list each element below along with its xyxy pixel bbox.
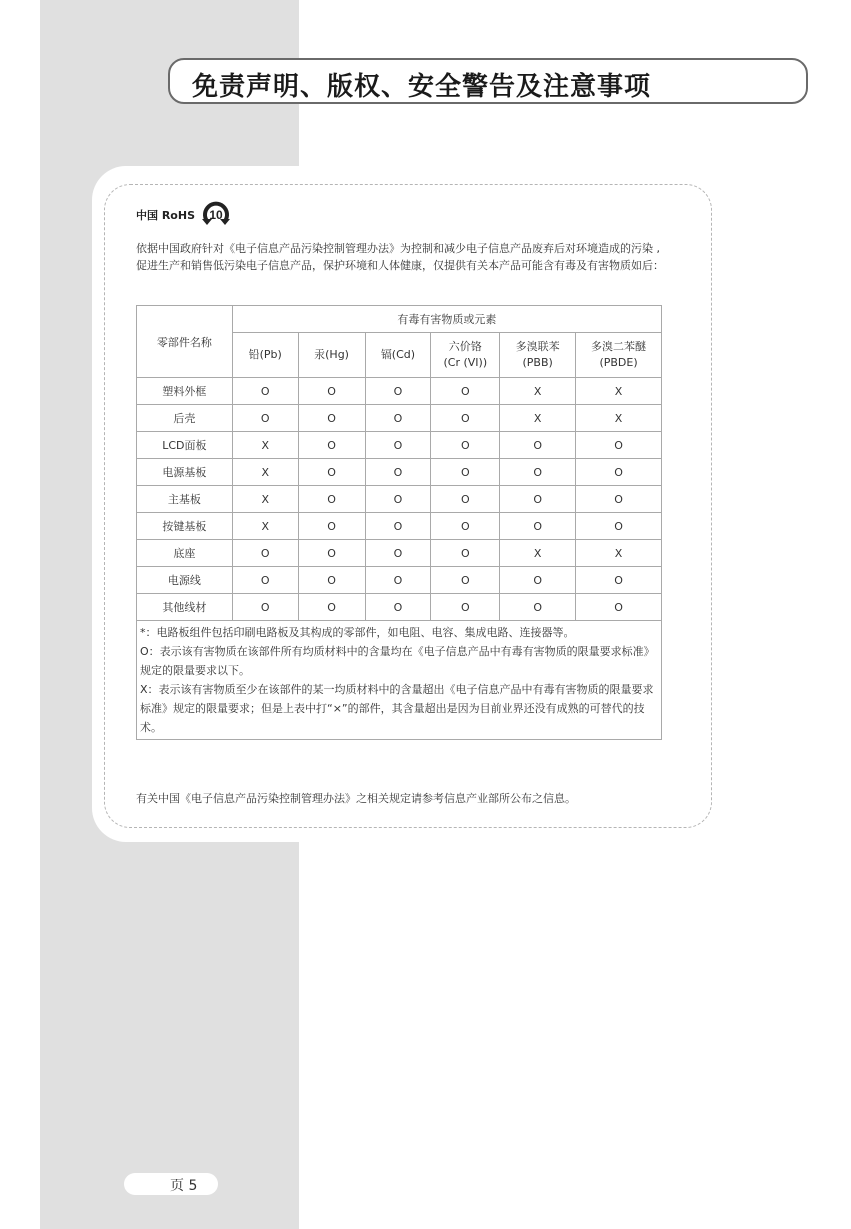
substance-value-cell: O	[431, 594, 500, 621]
substance-value-cell: O	[576, 432, 662, 459]
substance-symbol: (PBB)	[522, 356, 553, 369]
substance-value-cell: O	[576, 486, 662, 513]
substance-value-cell: O	[500, 567, 576, 594]
notes-row	[137, 621, 662, 740]
substance-value-cell: O	[298, 459, 365, 486]
table-row	[137, 540, 662, 567]
rohs-heading	[136, 200, 233, 230]
substance-symbol: (Cr (VI))	[443, 356, 488, 369]
substance-value-cell: O	[431, 459, 500, 486]
substance-value-cell: O	[232, 405, 298, 432]
part-name-cell: 其他线材	[137, 594, 233, 621]
substance-value-cell: O	[365, 459, 431, 486]
part-name-cell: 主基板	[137, 486, 233, 513]
substance-name: 镉(Cd)	[380, 348, 416, 361]
substance-value-cell: O	[431, 540, 500, 567]
rohs-intro: 依据中国政府针对《电子信息产品污染控制管理办法》为控制和减少电子信息产品废弃后对环境造成的污染 ,促进生产和销售低污染电子信息产品，保护环境和人体健康，仅提供有关本产品可能含有毒及有害物质如后：	[136, 242, 664, 272]
substance-value-cell: X	[500, 378, 576, 405]
substance-value-cell: O	[576, 513, 662, 540]
substance-value-cell: O	[365, 513, 431, 540]
substance-value-cell: O	[431, 486, 500, 513]
table-note: *：电路板组件包括印刷电路板及其构成的零部件，如电阻、电容、集成电路、连接器等。	[140, 626, 575, 639]
table-row	[137, 567, 662, 594]
substance-value-cell: O	[232, 594, 298, 621]
substance-value-cell: O	[431, 432, 500, 459]
substance-column-header	[500, 333, 576, 378]
substance-value-cell: X	[500, 540, 576, 567]
substance-column-header	[431, 333, 500, 378]
table-note: X：表示该有害物质至少在该部件的某一均质材料中的含量超出《电子信息产品中有毒有害物质的限量要求标准》规定的限量要求；但是上表中打“×”的部件，其含量超出是因为目前业界还没有成熟的可替代的技术。	[140, 683, 654, 734]
footer-text: 有关中国《电子信息产品污染控制管理办法》之相关规定请参考信息产业部所公布之信息。	[136, 792, 576, 805]
rohs-10-logo-icon	[199, 200, 233, 230]
substance-value-cell: O	[576, 594, 662, 621]
substance-value-cell: O	[431, 405, 500, 432]
rohs-label: 中国 RoHS	[136, 209, 195, 222]
substance-value-cell: O	[232, 378, 298, 405]
substance-name: 汞(Hg)	[314, 348, 349, 361]
substance-value-cell: O	[365, 540, 431, 567]
substance-value-cell: O	[298, 405, 365, 432]
substance-value-cell: O	[298, 540, 365, 567]
substance-value-cell: O	[500, 486, 576, 513]
table-row	[137, 486, 662, 513]
substance-value-cell: X	[576, 405, 662, 432]
part-name-cell: 按键基板	[137, 513, 233, 540]
substance-value-cell: O	[365, 486, 431, 513]
table-row	[137, 432, 662, 459]
table-body	[137, 378, 662, 621]
substance-value-cell: O	[365, 594, 431, 621]
substance-value-cell: O	[298, 567, 365, 594]
substance-column-header	[576, 333, 662, 378]
substance-value-cell: O	[431, 567, 500, 594]
notes-body	[137, 621, 662, 740]
substance-value-cell: O	[576, 459, 662, 486]
table-row	[137, 405, 662, 432]
substance-symbol: (PBDE)	[599, 356, 638, 369]
part-name-cell: 电源基板	[137, 459, 233, 486]
substance-value-cell: X	[576, 540, 662, 567]
rohs-logo-number: 10	[209, 208, 223, 222]
substance-value-cell: O	[500, 594, 576, 621]
part-name-header: 零部件名称	[137, 306, 233, 378]
substance-column-header	[232, 333, 298, 378]
substance-value-cell: O	[365, 378, 431, 405]
page-title: 免责声明、版权、安全警告及注意事项	[192, 72, 652, 102]
substance-value-cell: O	[431, 513, 500, 540]
page-title-box	[168, 58, 808, 104]
substance-value-cell: O	[298, 594, 365, 621]
substance-name: 多溴二苯醚	[591, 340, 647, 353]
substance-value-cell: O	[576, 567, 662, 594]
substance-value-cell: O	[298, 486, 365, 513]
table-row	[137, 513, 662, 540]
substance-name: 铅(Pb)	[248, 348, 282, 361]
substance-value-cell: O	[365, 432, 431, 459]
table-note: O：表示该有害物质在该部件所有均质材料中的含量均在《电子信息产品中有毒有害物质的限量要求标准》规定的限量要求以下。	[140, 645, 655, 677]
substance-value-cell: O	[298, 513, 365, 540]
substance-value-cell: X	[232, 513, 298, 540]
substance-value-cell: O	[500, 459, 576, 486]
substance-value-cell: O	[365, 567, 431, 594]
substance-name: 六价铬	[448, 340, 482, 353]
substance-column-header	[298, 333, 365, 378]
hazardous-substance-table	[136, 305, 662, 740]
part-name-cell: 底座	[137, 540, 233, 567]
substance-value-cell: X	[500, 405, 576, 432]
substance-value-cell: O	[298, 378, 365, 405]
part-name-cell: 后壳	[137, 405, 233, 432]
substance-value-cell: O	[500, 432, 576, 459]
part-name-cell: 塑料外框	[137, 378, 233, 405]
table-row	[137, 459, 662, 486]
substance-group-header: 有毒有害物质或元素	[232, 306, 661, 333]
substance-value-cell: O	[500, 513, 576, 540]
page-number: 页 5	[170, 1178, 198, 1194]
substance-value-cell: O	[232, 540, 298, 567]
substance-value-cell: O	[232, 567, 298, 594]
substance-value-cell: X	[576, 378, 662, 405]
substance-value-cell: O	[298, 432, 365, 459]
substance-value-cell: O	[431, 378, 500, 405]
table-row	[137, 378, 662, 405]
substance-value-cell: X	[232, 432, 298, 459]
substance-value-cell: O	[365, 405, 431, 432]
substance-name: 多溴联苯	[515, 340, 560, 353]
part-name-cell: 电源线	[137, 567, 233, 594]
substance-column-header	[365, 333, 431, 378]
part-name-cell: LCD面板	[137, 432, 233, 459]
substance-value-cell: X	[232, 486, 298, 513]
substance-value-cell: X	[232, 459, 298, 486]
table-notes	[137, 621, 662, 740]
table-row	[137, 594, 662, 621]
